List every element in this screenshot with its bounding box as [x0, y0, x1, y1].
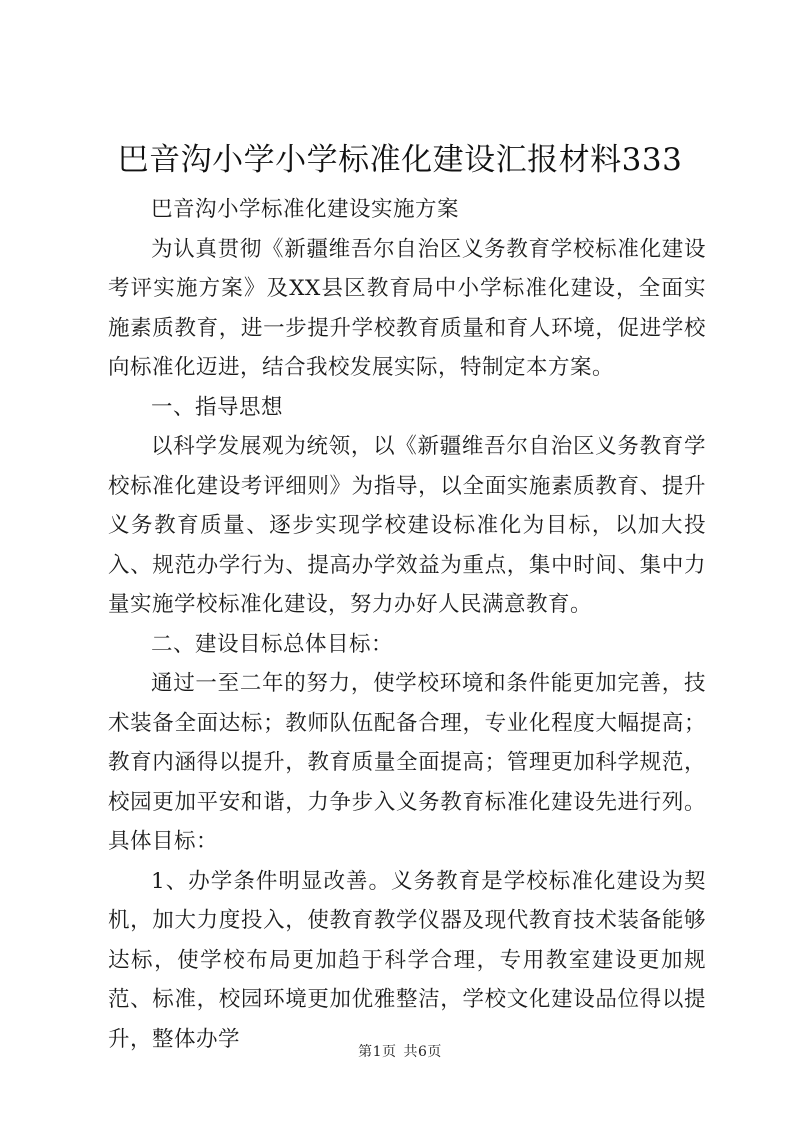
page-footer [0, 1042, 800, 1062]
page-number: 第1页 [358, 1044, 397, 1060]
guiding-thought-paragraph: 以科学发展观为统领，以《新疆维吾尔自治区义务教育学校标准化建设考评细则》为指导，以全面实施素质教育、提升义务教育质量、逐步实现学校建设标准化为目标，以加大投入、规范办学行为、提高办学效益为重点，集中时间、集中力量实施学校标准化建设，努力办好人民满意教育。 [108, 434, 706, 617]
document-title: 巴音沟小学小学标准化建设汇报材料333 [117, 142, 683, 178]
goals-paragraph: 通过一至二年的努力，使学校环境和条件能更加完善，技术装备全面达标；教师队伍配备合理，专业化程度大幅提高；教育内涵得以提升，教育质量全面提高；管理更加科学规范，校园更加平安和谐，力争步入义务教育标准化建设先进行列。具体目标： [108, 671, 706, 854]
intro-paragraph: 为认真贯彻《新疆维吾尔自治区义务教育学校标准化建设考评实施方案》及XX县区教育局中小学标准化建设，全面实施素质教育，进一步提升学校教育质量和育人环境，促进学校向标准化迈进，结合我校发展实际，特制定本方案。 [108, 236, 706, 380]
section-heading-guiding-thought: 一、指导思想 [151, 394, 284, 420]
document-body [108, 190, 706, 1059]
section-heading-goals: 二、建设目标总体目标： [151, 631, 394, 657]
goal-item-1-paragraph: 1、办学条件明显改善。义务教育是学校标准化建设为契机，加大力度投入，使教育教学仪器及现代教育技术装备能够达标，使学校布局更加趋于科学合理，专用教室建设更加规范、标准，校园环境更加优雅整洁，学校文化建设品位得以提升，整体办学 [108, 868, 706, 1052]
page-total: 共6页 [403, 1044, 442, 1060]
subtitle-paragraph: 巴音沟小学标准化建设实施方案 [151, 197, 460, 222]
